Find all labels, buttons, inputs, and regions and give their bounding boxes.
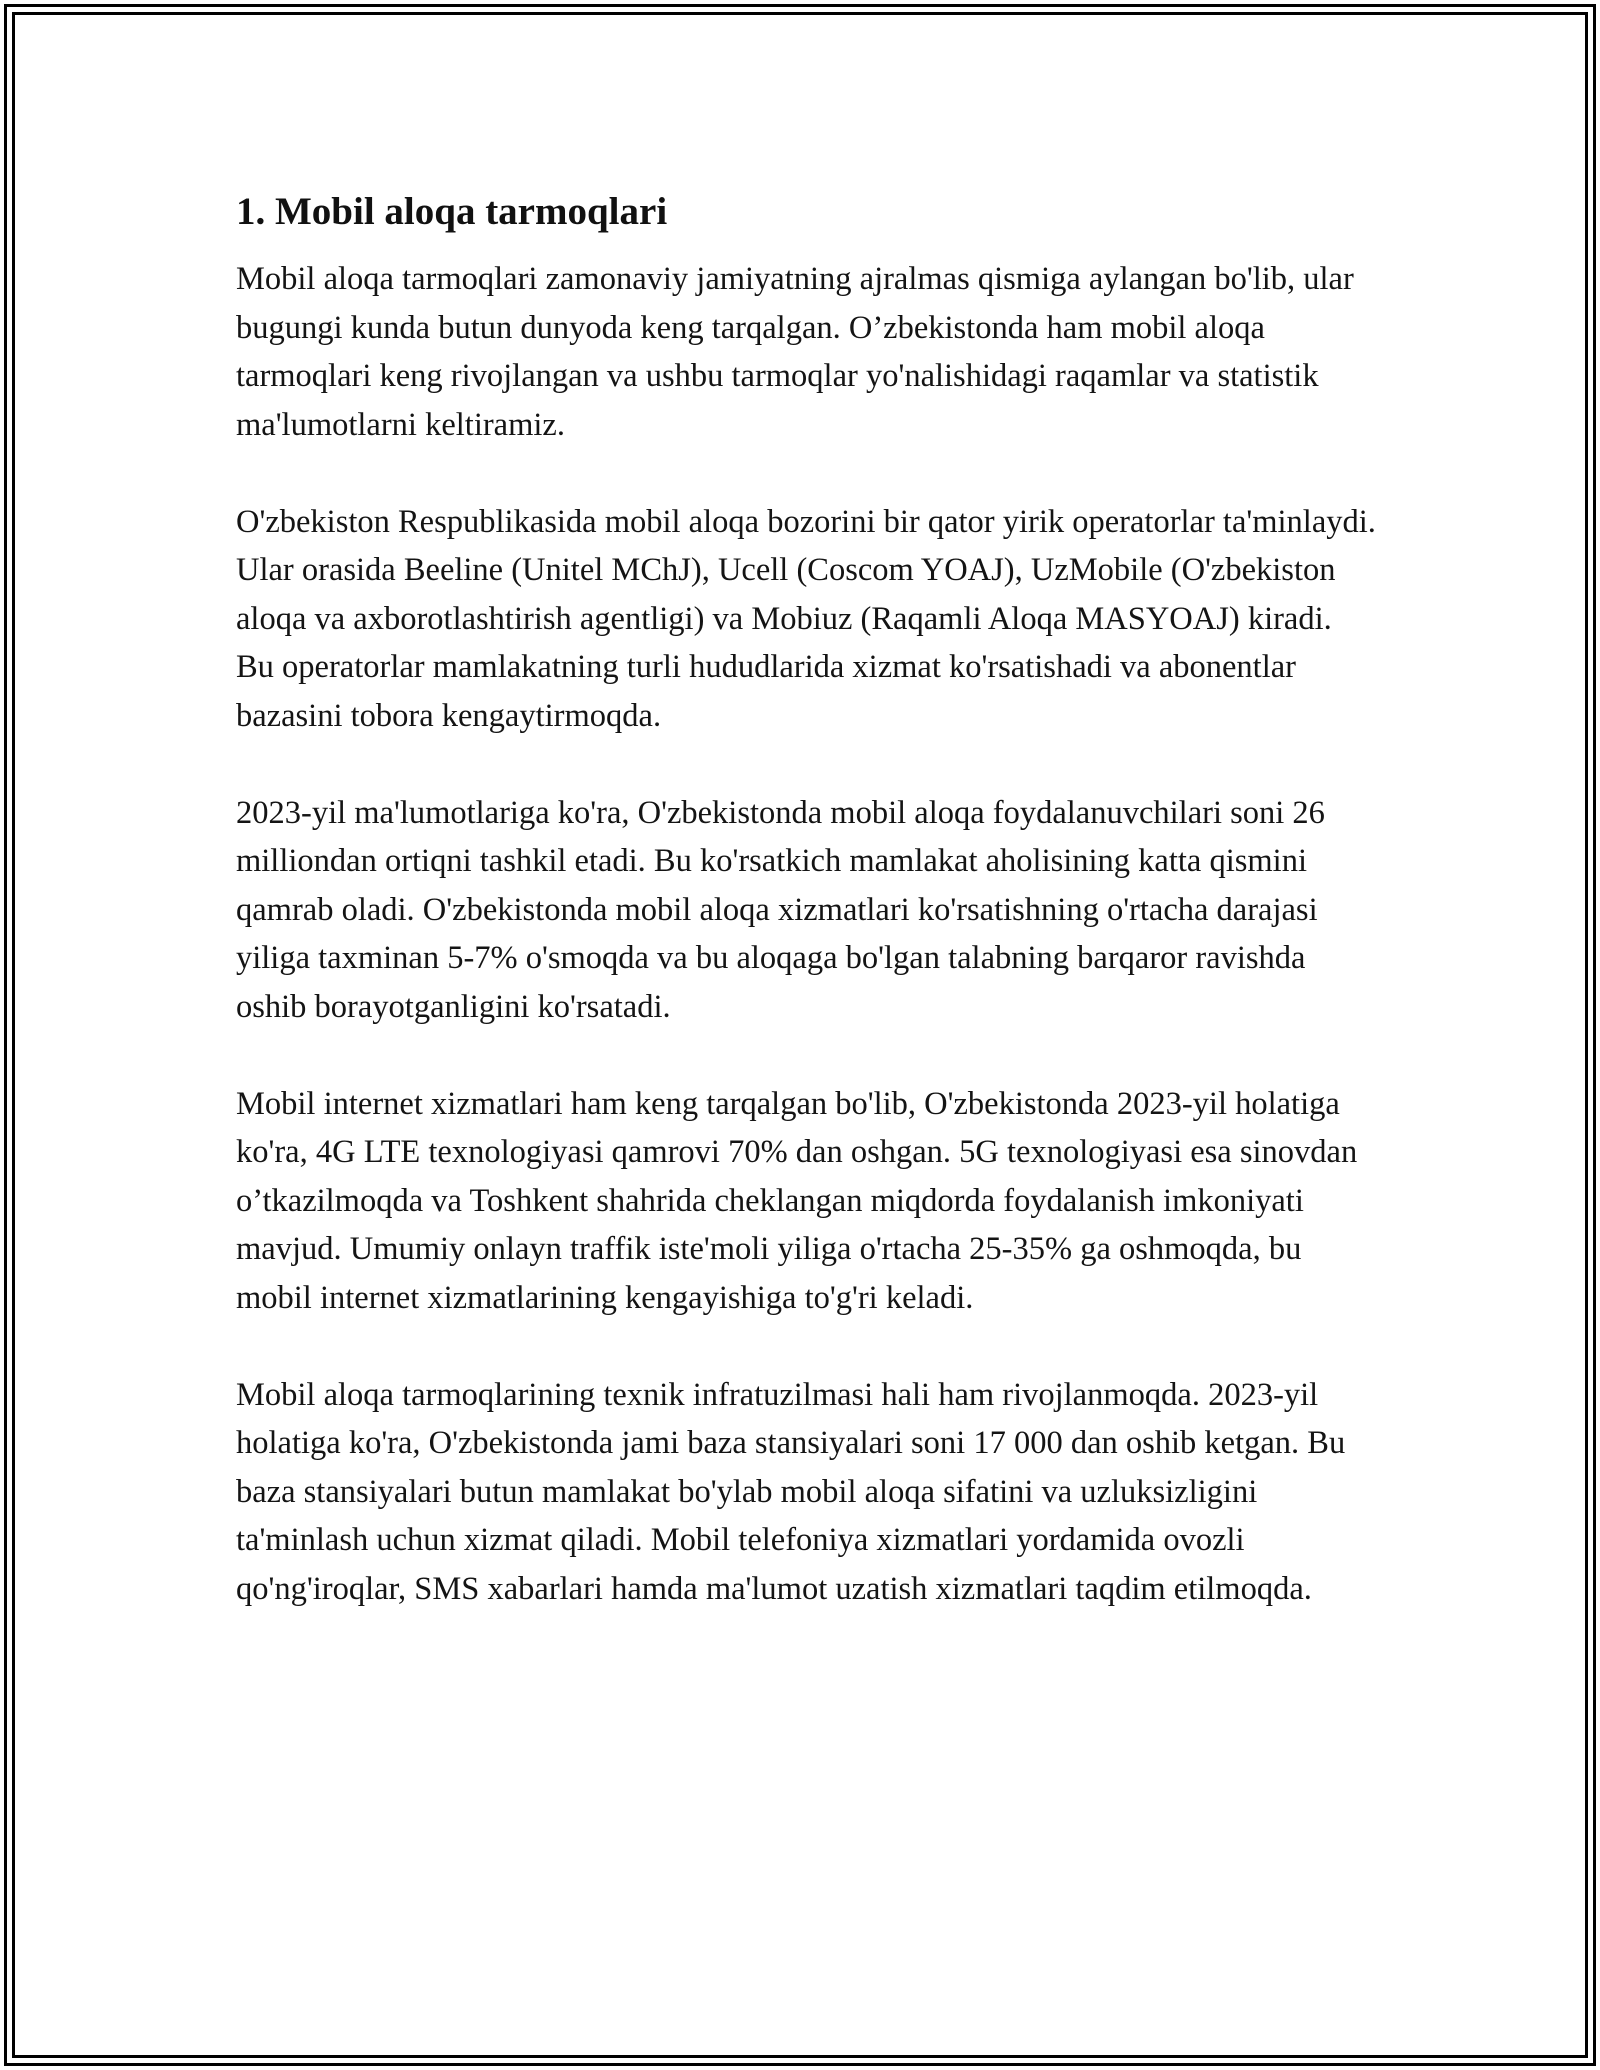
paragraph-subscribers: 2023-yil ma'lumotlariga ko'ra, O'zbekistonda mobil aloqa foydalanuvchilari soni 26 milliondan ortiqni tashkil etadi. Bu ko'rsatkich mamlakat aholisining katta qismini qamrab oladi. O'zbekistonda mobil aloqa xizmatlari ko'rsatishning o'rtacha darajasi yiliga taxminan 5-7% o'smoqda va bu aloqaga bo'lgan talabning barqaror ravishda oshib borayotganligini ko'rsatadi. xyxy=(236,794,1325,1025)
paragraph-intro: Mobil aloqa tarmoqlari zamonaviy jamiyatning ajralmas qismiga aylangan bo'lib, ular bugungi kunda butun dunyoda keng tarqalgan. O’zbekistonda ham mobil aloqa tarmoqlari keng rivojlangan va ushbu tarmoqlar yo'nalishidagi raqamlar va statistik ma'lumotlarni keltiramiz. xyxy=(236,261,1354,443)
paragraph-infrastructure: Mobil aloqa tarmoqlarining texnik infratuzilmasi hali ham rivojlanmoqda. 2023-yil holatiga ko'ra, O'zbekistonda jami baza stansiyalari soni 17 000 dan oshib ketgan. Bu baza stansiyalari butun mamlakat bo'ylab mobil aloqa sifatini va uzluksizligini ta'minlash uchun xizmat qiladi. Mobil telefoniya xizmatlari yordamida ovozli qo'ng'iroqlar, SMS xabarlari hamda ma'lumot uzatish xizmatlari taqdim etilmoqda. xyxy=(236,1376,1346,1607)
section-title: 1. Mobil aloqa tarmoqlari xyxy=(236,190,668,233)
paragraph-mobile-internet: Mobil internet xizmatlari ham keng tarqalgan bo'lib, O'zbekistonda 2023-yil holatiga ko'ra, 4G LTE texnologiyasi qamrovi 70% dan oshgan. 5G texnologiyasi esa sinovdan o’tkazilmoqda va Toshkent shahrida cheklangan miqdorda foydalanish imkoniyati mavjud. Umumiy onlayn traffik iste'moli yiliga o'rtacha 25-35% ga oshmoqda, bu mobil internet xizmatlarining kengayishiga to'g'ri keladi. xyxy=(236,1085,1358,1316)
document-body xyxy=(236,186,1376,1662)
paragraph-operators: O'zbekiston Respublikasida mobil aloqa bozorini bir qator yirik operatorlar ta'minlaydi. Ular orasida Beeline (Unitel MChJ), Ucell (Coscom YOAJ), UzMobile (O'zbekiston aloqa va axborotlashtirish agentligi) va Mobiuz (Raqamli Aloqa MASYOAJ) kiradi. Bu operatorlar mamlakatning turli hududlarida xizmat ko'rsatishadi va abonentlar bazasini tobora kengaytirmoqda. xyxy=(236,503,1376,734)
